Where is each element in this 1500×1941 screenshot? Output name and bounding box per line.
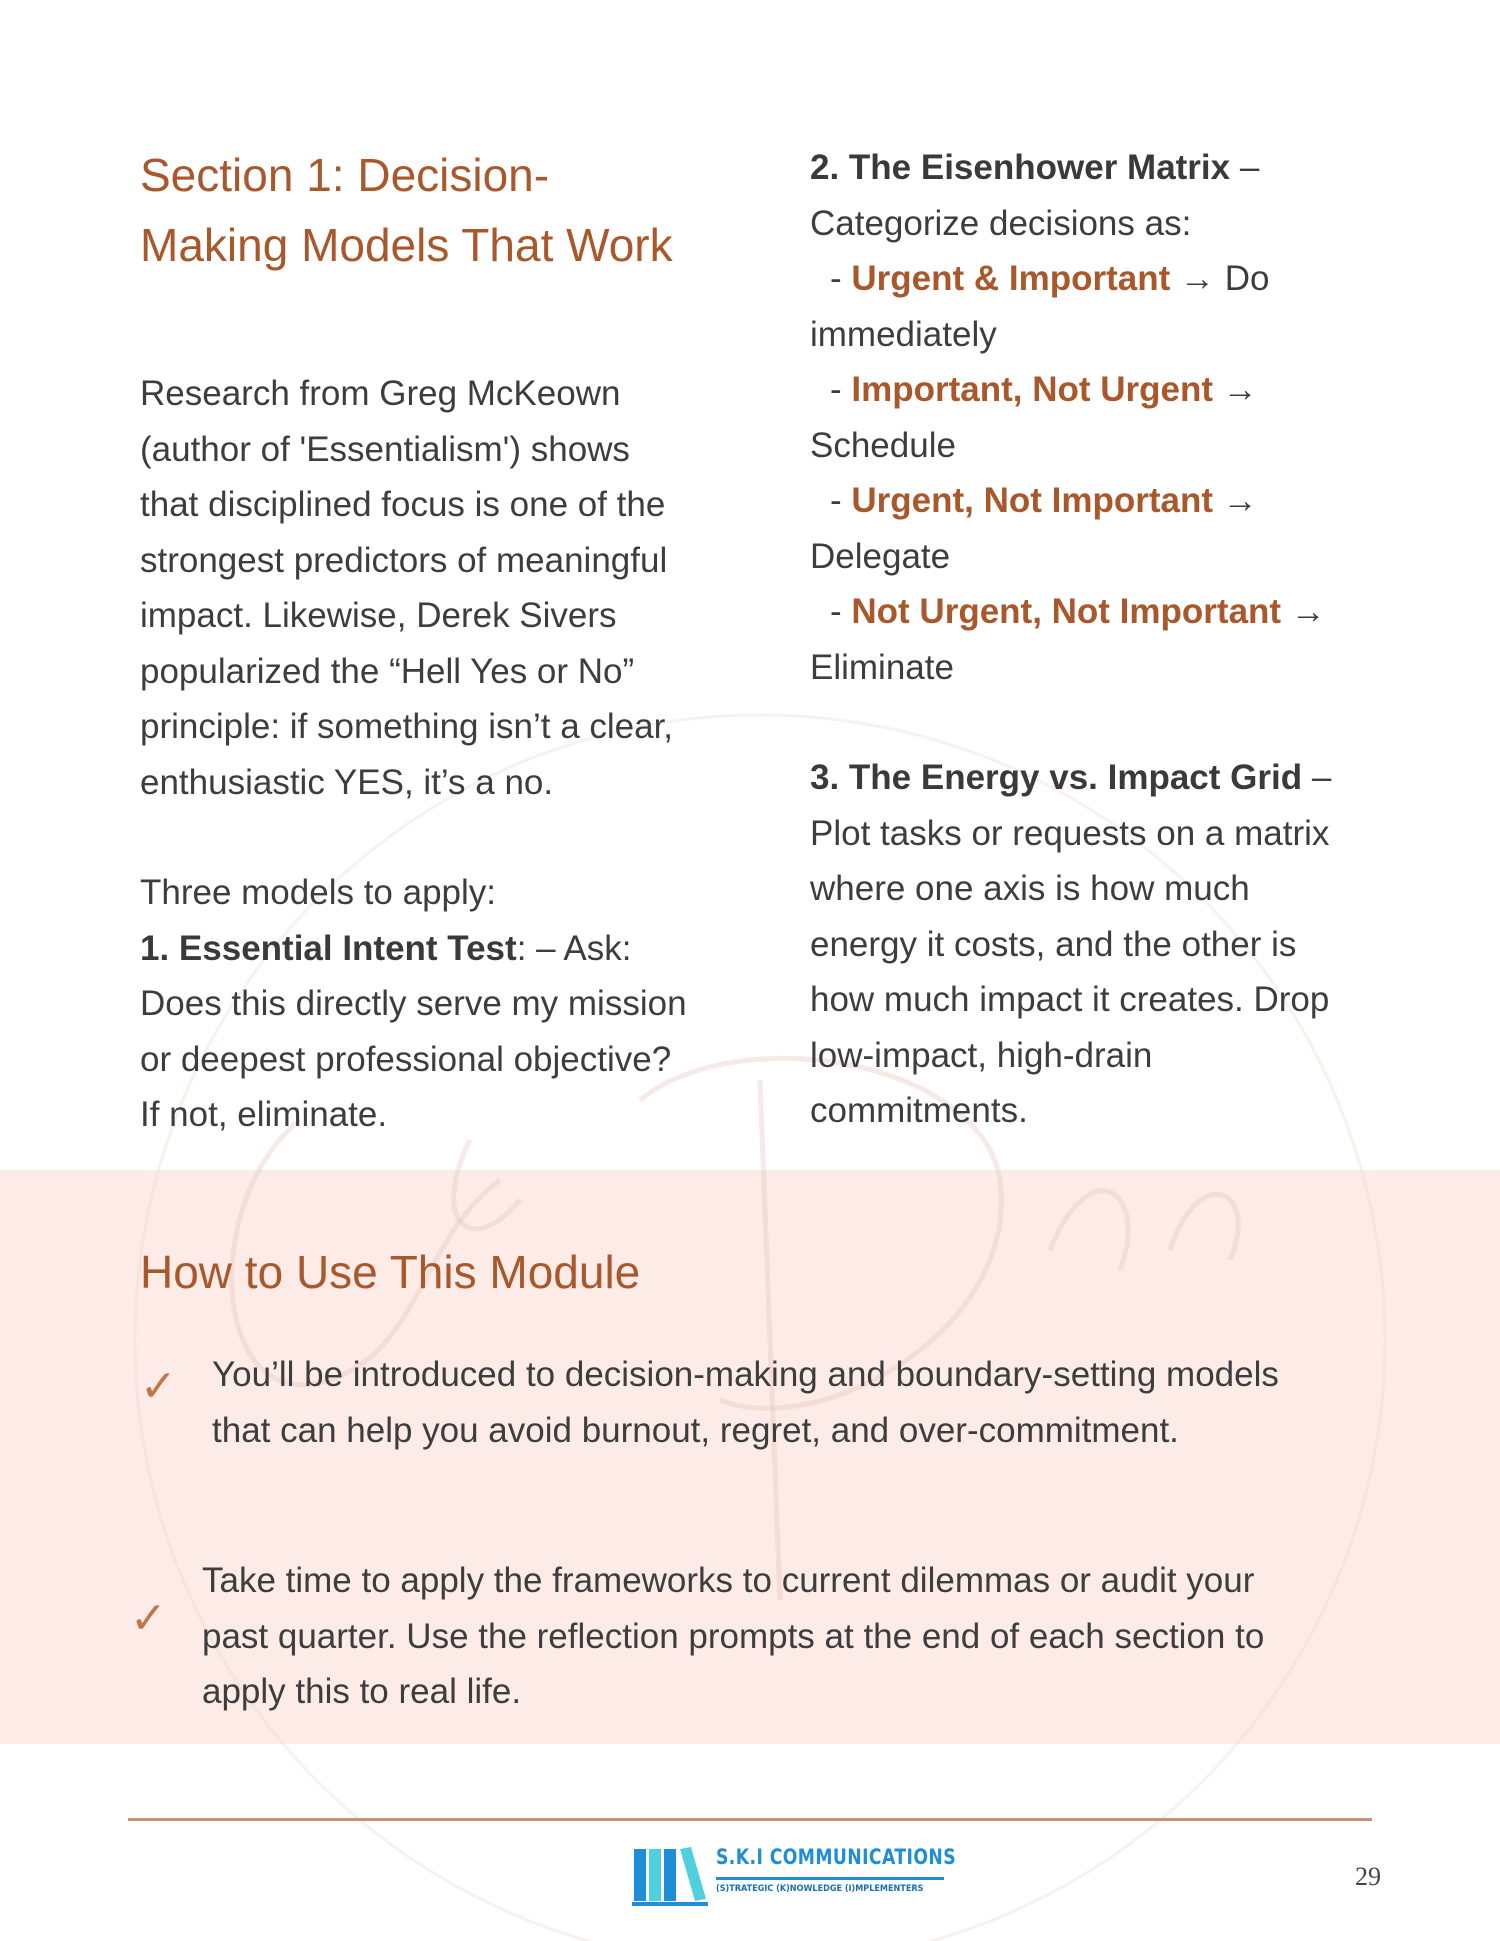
matrix-item-label: Urgent, Not Important — [851, 481, 1214, 520]
model-3-dash: – — [1302, 758, 1332, 797]
matrix-item-arrow: → — [1281, 592, 1326, 631]
model-2-name: 2. The Eisenhower Matrix — [810, 148, 1231, 187]
intro-line: that disciplined focus is one of the — [140, 485, 666, 524]
right-column — [810, 140, 1390, 1139]
how-to-title: How to Use This Module — [140, 1246, 641, 1298]
model-3-line: how much impact it creates. Drop — [810, 980, 1330, 1019]
footer-divider — [128, 1818, 1372, 1821]
model-2-heading — [810, 140, 1390, 196]
matrix-item: - Important, Not Urgent → — [830, 370, 1258, 409]
model-1-heading — [140, 921, 720, 977]
how-to-bullet — [130, 1553, 1370, 1720]
matrix-item-arrow: → — [1213, 481, 1258, 520]
checkmark-icon: ✓ — [130, 1594, 167, 1643]
company-name: S.K.I COMMUNICATIONS — [716, 1845, 957, 1869]
model-3-heading — [810, 750, 1390, 806]
section-title-line-1: Section 1: Decision- — [140, 149, 550, 201]
bullet-line: that can help you avoid burnout, regret, and over-commitment. — [212, 1410, 1179, 1450]
intro-line: enthusiastic YES, it’s a no. — [140, 762, 554, 802]
intro-line: (author of 'Essentialism') shows — [140, 429, 630, 469]
bullet-line: Take time to apply the frameworks to current dilemmas or audit your — [202, 1561, 1255, 1600]
matrix-item-action: Delegate — [810, 536, 951, 576]
model-1-line: If not, eliminate. — [140, 1095, 388, 1134]
intro-line: strongest predictors of meaningful — [140, 540, 668, 580]
section-title — [140, 140, 720, 280]
how-to-bullet — [140, 1347, 1370, 1458]
intro-line: principle: if something isn’t a clear, — [140, 707, 674, 746]
model-3-line: energy it costs, and the other is — [810, 924, 1297, 964]
bullet-text — [212, 1347, 1279, 1458]
logo-text — [716, 1843, 1009, 1894]
matrix-item: - Not Urgent, Not Important → — [830, 592, 1326, 631]
model-3-line: where one axis is how much — [810, 869, 1250, 908]
matrix-item-label: Urgent & Important — [851, 259, 1171, 298]
matrix-item: - Urgent & Important → Do — [830, 259, 1270, 298]
bullet-line: You’ll be introduced to decision-making and boundary-setting models — [212, 1355, 1279, 1394]
model-1-line: or deepest professional objective? — [140, 1039, 672, 1079]
matrix-item-label: Not Urgent, Not Important — [851, 592, 1282, 631]
logo-underline — [716, 1877, 944, 1880]
page-number: 29 — [1355, 1862, 1381, 1891]
models-paragraph — [140, 865, 720, 1143]
section-title-line-2: Making Models That Work — [140, 219, 673, 271]
matrix-item: - Urgent, Not Important → — [830, 481, 1258, 520]
intro-line: popularized the “Hell Yes or No” — [140, 651, 635, 691]
models-lead: Three models to apply: — [140, 873, 497, 912]
left-column — [140, 140, 720, 1143]
intro-line: Research from Greg McKeown — [140, 374, 621, 413]
model-3-line: Plot tasks or requests on a matrix — [810, 813, 1330, 853]
spacer — [810, 695, 1390, 750]
model-1-ask: : – Ask: — [516, 928, 632, 968]
model-2-dash: – — [1230, 148, 1260, 187]
matrix-item-arrow: → — [1213, 370, 1258, 409]
intro-paragraph — [140, 366, 720, 810]
matrix-item-action: Eliminate — [810, 647, 954, 687]
model-1-line: Does this directly serve my mission — [140, 984, 687, 1023]
matrix-item-action: immediately — [810, 314, 997, 354]
checkmark-icon: ✓ — [140, 1362, 177, 1411]
model-2-lead: Categorize decisions as: — [810, 203, 1192, 243]
matrix-item-action: Schedule — [810, 425, 956, 465]
company-logo — [630, 1843, 1009, 1908]
intro-line: impact. Likewise, Derek Sivers — [140, 596, 617, 635]
model-3-name: 3. The Energy vs. Impact Grid — [810, 758, 1303, 797]
books-logo-icon — [630, 1843, 710, 1908]
matrix-item-label: Important, Not Urgent — [851, 370, 1214, 409]
model-1-name: 1. Essential Intent Test — [140, 928, 517, 968]
bullet-line: past quarter. Use the reflection prompts at the end of each section to — [202, 1616, 1265, 1656]
model-3-line: commitments. — [810, 1091, 1028, 1130]
model-3-line: low-impact, high-drain — [810, 1035, 1153, 1075]
matrix-item-arrow: → Do — [1170, 259, 1270, 298]
bullet-text — [202, 1553, 1264, 1720]
company-tagline: (S)TRATEGIC (K)NOWLEDGE (I)MPLEMENTERS — [716, 1884, 924, 1894]
bullet-line: apply this to real life. — [202, 1672, 522, 1711]
